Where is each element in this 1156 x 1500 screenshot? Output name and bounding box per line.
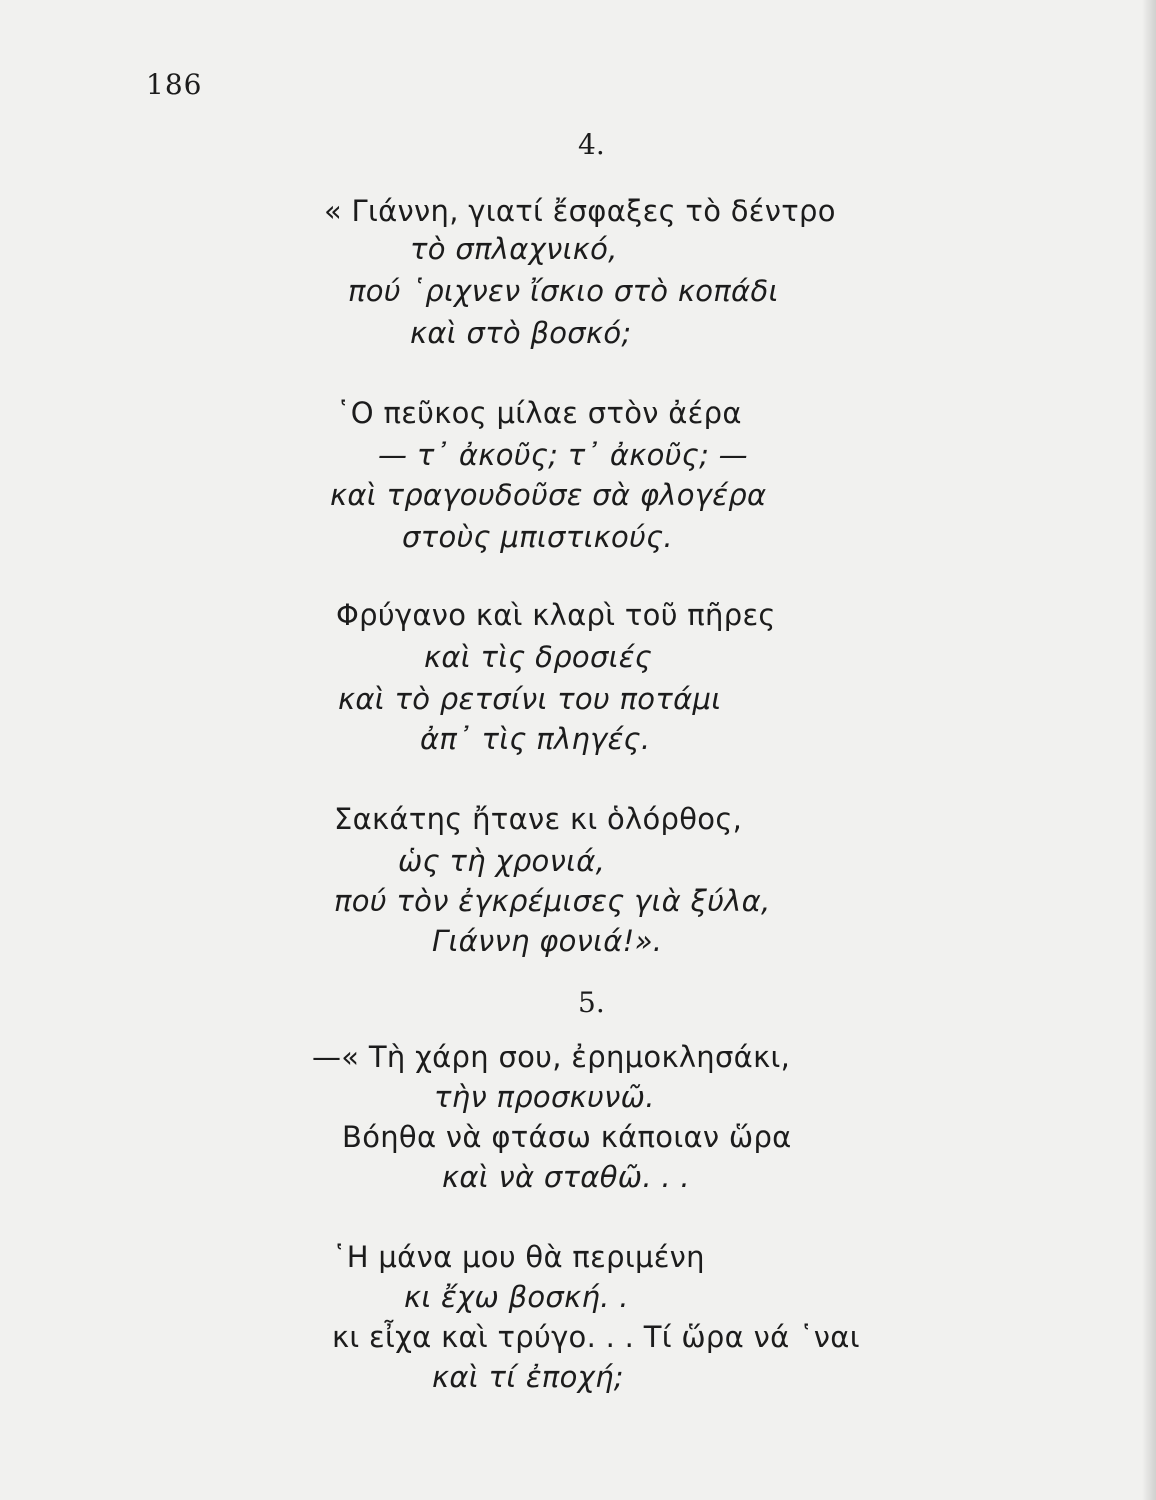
poem-line: ῾Ο πεῦκος μίλαε στὸν ἀέρα: [336, 396, 742, 430]
poem-line: Βόηθα νὰ φτάσω κάποιαν ὥρα: [342, 1120, 792, 1154]
poem-line: ὡς τὴ χρονιά,: [398, 844, 606, 878]
poem-line: Φρύγανο καὶ κλαρὶ τοῦ πῆρες: [336, 598, 776, 632]
section-number: 5.: [578, 986, 605, 1019]
poem-line: τὸ σπλαχνικό,: [410, 232, 618, 266]
poem-line: « Γιάννη, γιατί ἔσφαξες τὸ δέντρο: [324, 194, 836, 228]
poem-line: κι εἶχα καὶ τρύγο. . . Τί ὥρα νά ῾ναι: [332, 1320, 860, 1354]
poem-line: πού ῾ριχνεν ἴσκιο στὸ κοπάδι: [348, 274, 779, 308]
poem-line: καὶ τί ἐποχή;: [432, 1360, 624, 1394]
poem-line: Σακάτης ἤτανε κι ὁλόρθος,: [334, 802, 743, 836]
section-number: 4.: [578, 128, 605, 161]
poem-line: τὴν προσκυνῶ.: [434, 1080, 655, 1114]
poem-line: καὶ τραγουδοῦσε σὰ φλογέρα: [330, 478, 767, 512]
page-number: 186: [146, 68, 203, 101]
poem-line: στοὺς μπιστικούς.: [402, 520, 673, 554]
poem-line: καὶ τὸ ρετσίνι του ποτάμι: [338, 682, 722, 716]
poem-line: πού τὸν ἐγκρέμισες γιὰ ξύλα,: [334, 884, 771, 918]
poem-line: Γιάννη φονιά!».: [432, 924, 663, 958]
poem-line: κι ἔχω βοσκή. .: [404, 1280, 629, 1314]
poem-line: —« Τὴ χάρη σου, ἐρημοκλησάκι,: [312, 1040, 791, 1074]
poem-line: ἀπ᾿ τὶς πληγές.: [420, 722, 651, 756]
poem-line: καὶ τὶς δροσιές: [424, 640, 653, 674]
poem-line: ῾Η μάνα μου θὰ περιμένη: [332, 1240, 705, 1274]
poem-line: καὶ στὸ βοσκό;: [410, 316, 632, 350]
page-edge-shadow: [1142, 0, 1156, 1500]
poem-line: καὶ νὰ σταθῶ. . .: [442, 1160, 690, 1194]
poem-line: — τ᾿ ἀκοῦς; τ᾿ ἀκοῦς; —: [378, 438, 748, 472]
